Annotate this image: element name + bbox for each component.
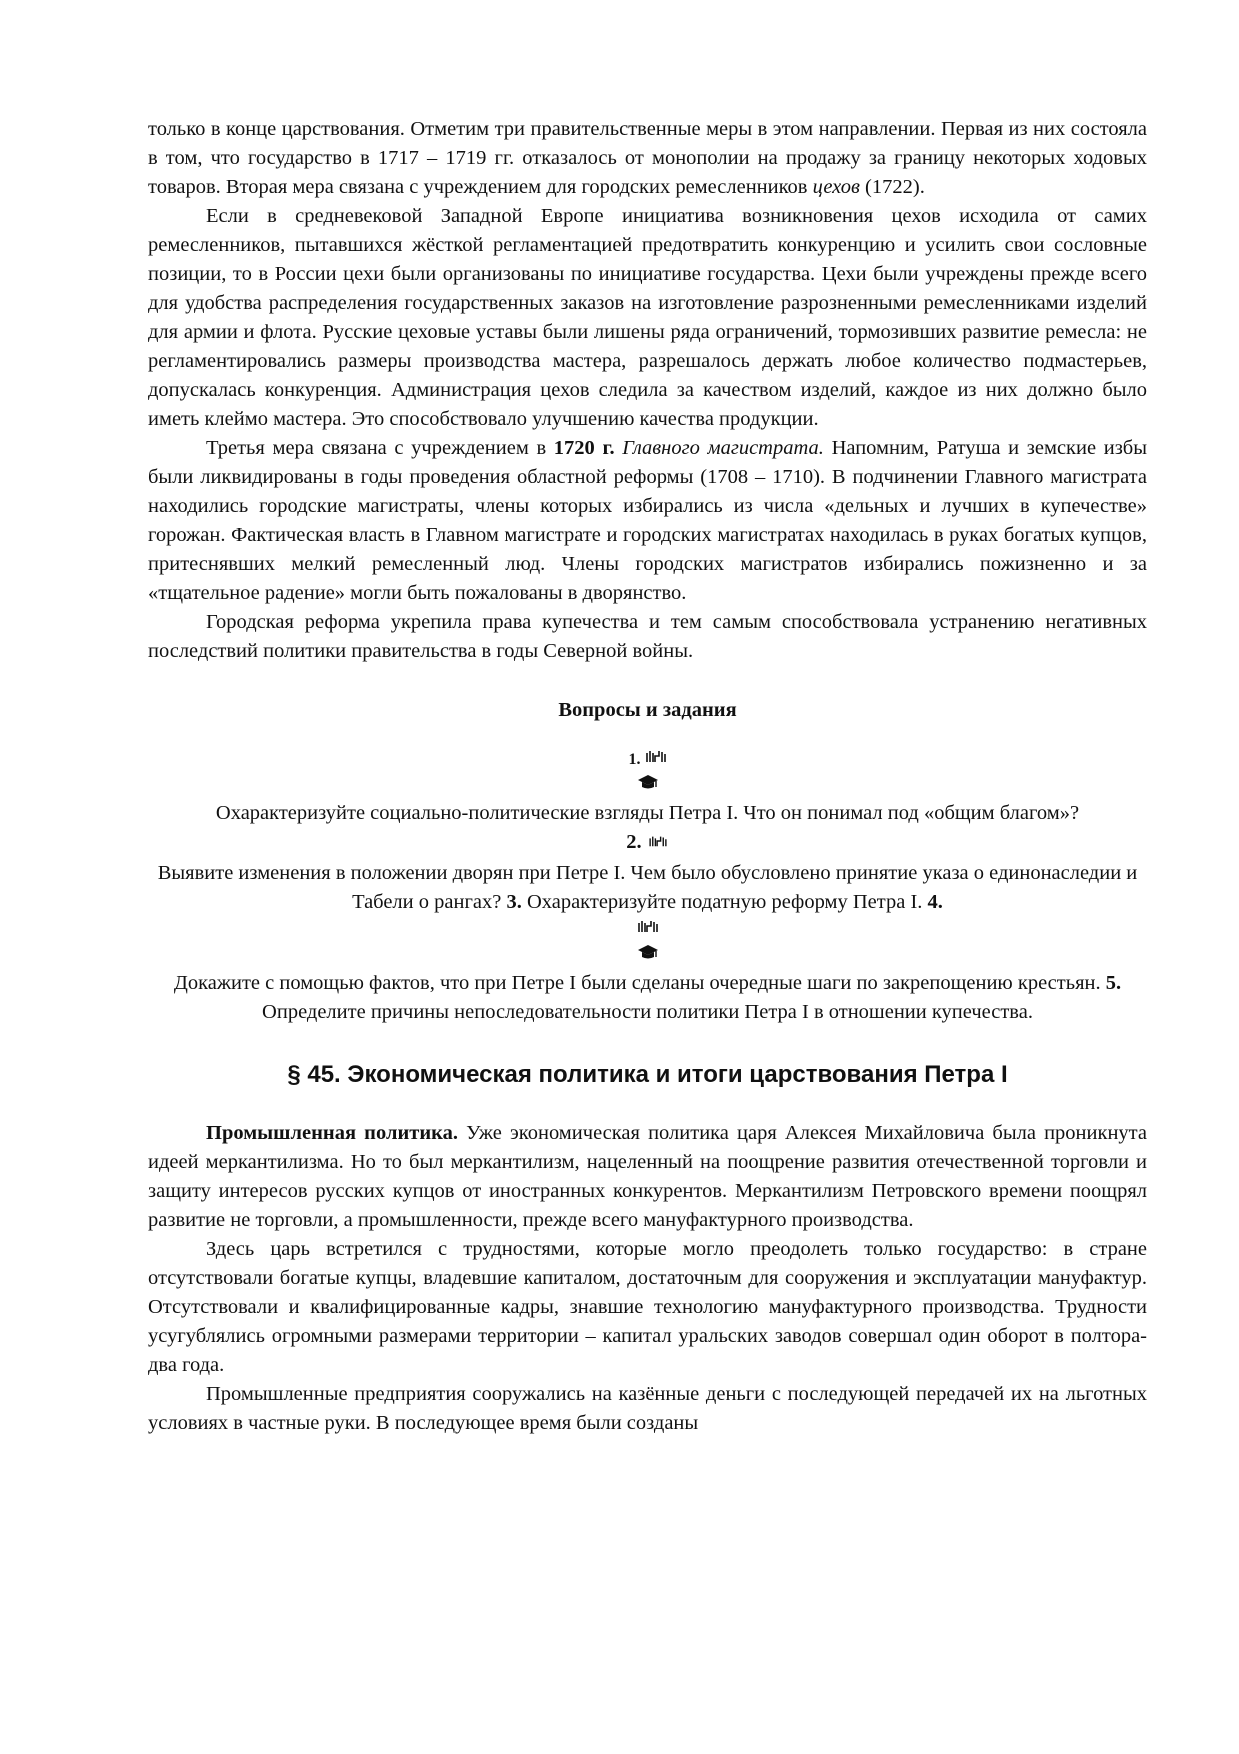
questions-block <box>148 747 1147 1027</box>
paragraph-p4 <box>148 608 1147 666</box>
question-1-icons <box>148 747 1147 773</box>
question-2-number: 2. <box>626 831 642 853</box>
questions-title: Вопросы и задания <box>558 699 737 721</box>
paragraph-p3 <box>148 434 1147 608</box>
question-4-number: 4. <box>927 891 943 913</box>
question-3-text: Охарактеризуйте податную реформу Петра I. <box>526 891 923 913</box>
paragraph-p6 <box>148 1235 1147 1380</box>
paragraph-p1 <box>148 115 1147 202</box>
question-2-text: Выявите изменения в положении дворян при Петре I. Чем было обусловлено принятие указа о единонаследии и Табели о рангах? <box>157 862 1138 913</box>
paragraph-text: Здесь царь встретился с трудностями, которые могло преодолеть только государство: в стране отсутствовали богатые купцы, владевшие капиталом, достаточным для сооружения и эксплуатации мануфактур. Отсутствовали и квалифицированные кадры, знавшие технологию мануфактурного производства. Трудности усугублялись огромными размерами территории – капитал уральских заводов совершал один оборот в полтора-два года. <box>148 1238 1147 1376</box>
paragraph-text: 1720 г. <box>553 437 615 459</box>
question-1-cap <box>148 773 1147 799</box>
paragraph-text: Промышленные предприятия сооружались на казённые деньги с последующей передачей их на льготных условиях в частные руки. В последующее время были созданы <box>148 1383 1147 1434</box>
paragraph-text: Если в средневековой Западной Европе инициатива возникновения цехов исходила от самих ремесленников, пытавшихся жёсткой регламентацией предотвратить конкуренцию и усилить свои сословные позиции, то в России цехи были организованы по инициативе государства. Цехи были учреждены прежде всего для удобства распределения государственных заказов на изготовление разрозненными ремесленниками изделий для армии и флота. Русские цеховые уставы были лишены ряда ограничений, тормозивших развитие ремесла: не регламентировались размеры производства мастера, разрешалось держать любое количество подмастерьев, допускалась конкуренция. Администрация цехов следила за качеством изделий, каждое из них должно было иметь клеймо мастера. Это способствовало улучшению качества продукции. <box>148 205 1147 430</box>
paragraph-text: Напомним, Ратуша и земские избы были ликвидированы в годы проведения областной реформы (1708 – 1710). В подчинении Главного магистрата находились городские магистраты, члены которых избирались из числа «дельных и лучших в купечестве» горожан. Фактическая власть в Главном магистрате и городских магистратах находилась в руках богатых купцов, притеснявших мелкий ремесленный люд. Члены городских магистратов избирались пожизненно и за «тщательное радение» могли быть пожалованы в дворянство. <box>148 437 1148 604</box>
graduation-cap-icon <box>637 943 659 969</box>
paragraph-text: только в конце царствования. Отметим три правительственные меры в этом направлении. Первая из них состояла в том, что государство в 1717 – 1719 гг. отказалось от монополии на продажу за границу некоторых ходовых товаров. Вторая мера связана с учреждением для городских ремесленников <box>148 118 1147 198</box>
paragraph-p7 <box>148 1380 1147 1438</box>
paragraph-p2 <box>148 202 1147 434</box>
question-4-text: Докажите с помощью фактов, что при Петре I были сделаны очередные шаги по закрепощению крестьян. <box>173 972 1101 994</box>
raised-hands-icon <box>637 923 659 937</box>
raised-hands-icon <box>645 753 667 767</box>
paragraph-text: (1722). <box>859 176 925 198</box>
raised-hands-icon <box>647 837 669 851</box>
question-2-3 <box>148 859 1147 917</box>
question-1-text: Охарактеризуйте социально-политические взгляды Петра I. Что он понимал под «общим благом»? <box>215 802 1080 824</box>
document-page <box>148 115 1147 1438</box>
bottom-paragraphs <box>148 1119 1147 1438</box>
paragraph-text: Уже экономическая политика царя Алексея Михайловича была проникнута идеей меркантилизма. Но то был меркантилизм, нацеленный на поощрение развития отечественной торговли и защиту интересов русских купцов от иностранных конкурентов. Меркантилизм Петровского времени поощрял развитие не торговли, а промышленности, прежде всего мануфактурного производства. <box>148 1122 1147 1231</box>
question-4-5 <box>148 969 1147 1027</box>
question-1 <box>148 799 1147 859</box>
top-paragraphs <box>148 115 1147 666</box>
paragraph-p5 <box>148 1119 1147 1235</box>
question-4-cap <box>148 943 1147 969</box>
section-heading: § 45. Экономическая политика и итоги царствования Петра I <box>287 1061 1008 1088</box>
question-5-text: Определите причины непоследовательности политики Петра I в отношении купечества. <box>262 1001 1033 1023</box>
paragraph-text: Главного магистрата. <box>622 437 824 459</box>
paragraph-text: Промышленная политика. <box>206 1122 459 1144</box>
question-1-number: 1. <box>628 751 641 768</box>
question-3-number: 3. <box>506 891 522 913</box>
question-4-icons <box>148 917 1147 943</box>
graduation-cap-icon <box>637 773 659 799</box>
paragraph-text: Третья мера связана с учреждением в <box>206 437 554 459</box>
paragraph-text: Городская реформа укрепила права купечества и тем самым способствовала устранению негативных последствий политики правительства в годы Северной войны. <box>148 611 1147 662</box>
question-5-number: 5. <box>1105 972 1122 994</box>
paragraph-text: цехов <box>812 176 860 198</box>
